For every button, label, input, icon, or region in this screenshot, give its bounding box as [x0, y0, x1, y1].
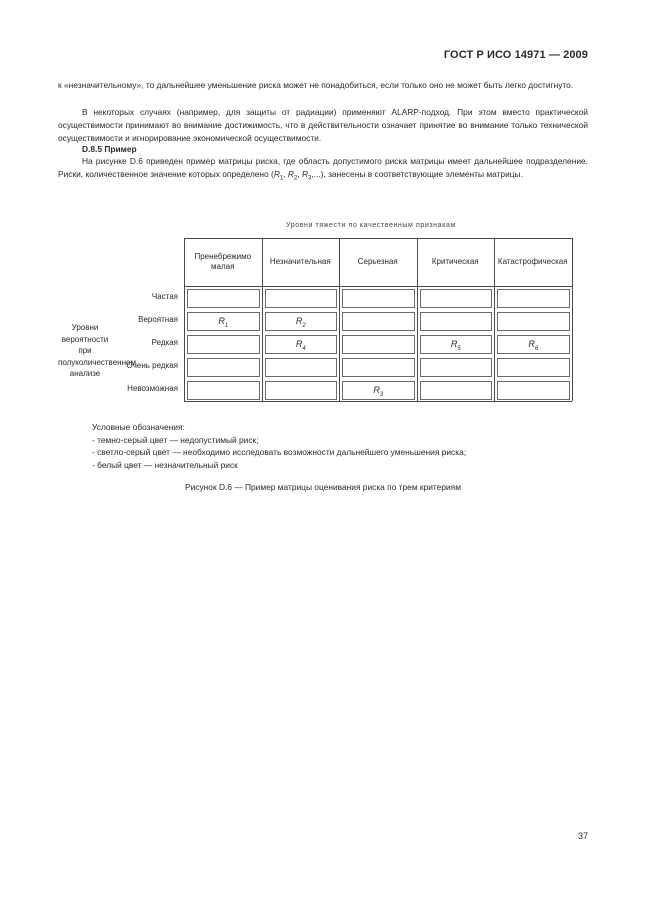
column-header: Катастрофическая	[497, 257, 568, 266]
matrix-cell	[187, 312, 260, 331]
matrix-cell	[187, 358, 260, 377]
matrix-cell	[265, 312, 338, 331]
row-header: Частая	[151, 292, 178, 301]
matrix-cell	[497, 358, 570, 377]
matrix-cell	[342, 358, 415, 377]
paragraph-2: В некоторых случаях (например, для защиты от радиации) применяют ALARP-подход. При этом вместо практической осуществимости принимают во внимание достижимость, что в действительности означает принятие во внимание только технической осуществимости и игнорирование экономической осуществимости.	[58, 107, 588, 144]
matrix-cell	[342, 335, 415, 354]
grid-line	[572, 238, 573, 401]
matrix-top-caption: Уровни тяжести по качественным признакам	[286, 222, 456, 229]
matrix-cell	[342, 312, 415, 331]
matrix-cell	[420, 358, 493, 377]
matrix-cell	[497, 289, 570, 308]
grid-line	[339, 238, 340, 401]
legend-item-light: - светло-серый цвет — необходимо исследовать возможности дальнейшего уменьшения риска;	[92, 447, 467, 458]
paragraph-1: к «незначительному», то дальнейшее уменьшение риска может не понадобиться, если только оно не может быть легко достигнуто.	[58, 80, 574, 90]
risk-label: $R_3$	[373, 385, 384, 398]
grid-line	[184, 286, 572, 287]
row-header: Вероятная	[138, 315, 178, 324]
legend-title: Условные обозначения:	[92, 422, 185, 432]
matrix-cell	[497, 381, 570, 400]
matrix-cell	[420, 312, 493, 331]
column-header: Пренебрежимо малая	[194, 252, 252, 271]
grid-line	[184, 238, 572, 239]
document-header: ГОСТ Р ИСО 14971 — 2009	[443, 49, 588, 61]
grid-line	[494, 238, 495, 401]
column-header: Серьезная	[357, 257, 398, 266]
risk-label: $R_5$	[450, 339, 461, 352]
grid-line	[417, 238, 418, 401]
grid-line	[184, 401, 572, 402]
matrix-cell	[187, 289, 260, 308]
risk-label: $R_6$	[528, 339, 539, 352]
figure-caption: Рисунок D.6 — Пример матрицы оценивания риска по трем критериям	[185, 482, 461, 492]
column-header: Незначительная	[269, 257, 331, 266]
column-header: Критическая	[431, 257, 479, 266]
paragraph-3: На рисунке D.6 приведен пример матрицы риска, где область допустимого риска матрицы имеет дальнейшее подразделение. Риски, количественное значение которых определено ($R_1$, $R_2$, $R_3$,...), занесены в соответствующие элементы матрицы.	[58, 156, 588, 182]
grid-line	[184, 238, 185, 401]
legend	[92, 421, 466, 471]
matrix-side-label: Уровни вероятности при полуколичественном анализе	[58, 323, 136, 378]
matrix-cell	[420, 335, 493, 354]
row-header: Невозможная	[127, 384, 178, 393]
matrix-cell	[342, 289, 415, 308]
matrix-cell	[497, 335, 570, 354]
row-header: Очень редкая	[126, 361, 178, 370]
section-subheading: D.8.5 Пример	[82, 144, 137, 154]
page-number: 37	[577, 831, 588, 841]
matrix-cell	[265, 335, 338, 354]
matrix-cell	[265, 358, 338, 377]
grid-line	[262, 238, 263, 401]
matrix-cell	[420, 381, 493, 400]
matrix-cell	[265, 381, 338, 400]
matrix-cell	[420, 289, 493, 308]
matrix-cell	[342, 381, 415, 400]
matrix-cell	[497, 312, 570, 331]
matrix-cell	[187, 335, 260, 354]
risk-label: $R_2$	[295, 316, 306, 329]
matrix-cell	[187, 381, 260, 400]
risk-label: $R_1$	[218, 316, 229, 329]
row-header: Редкая	[151, 338, 178, 347]
legend-item-dark: - темно-серый цвет — недопустимый риск;	[92, 434, 259, 445]
legend-item-white: - белый цвет — незначительный риск	[92, 459, 238, 470]
matrix-cell	[265, 289, 338, 308]
risk-label: $R_4$	[295, 339, 306, 352]
